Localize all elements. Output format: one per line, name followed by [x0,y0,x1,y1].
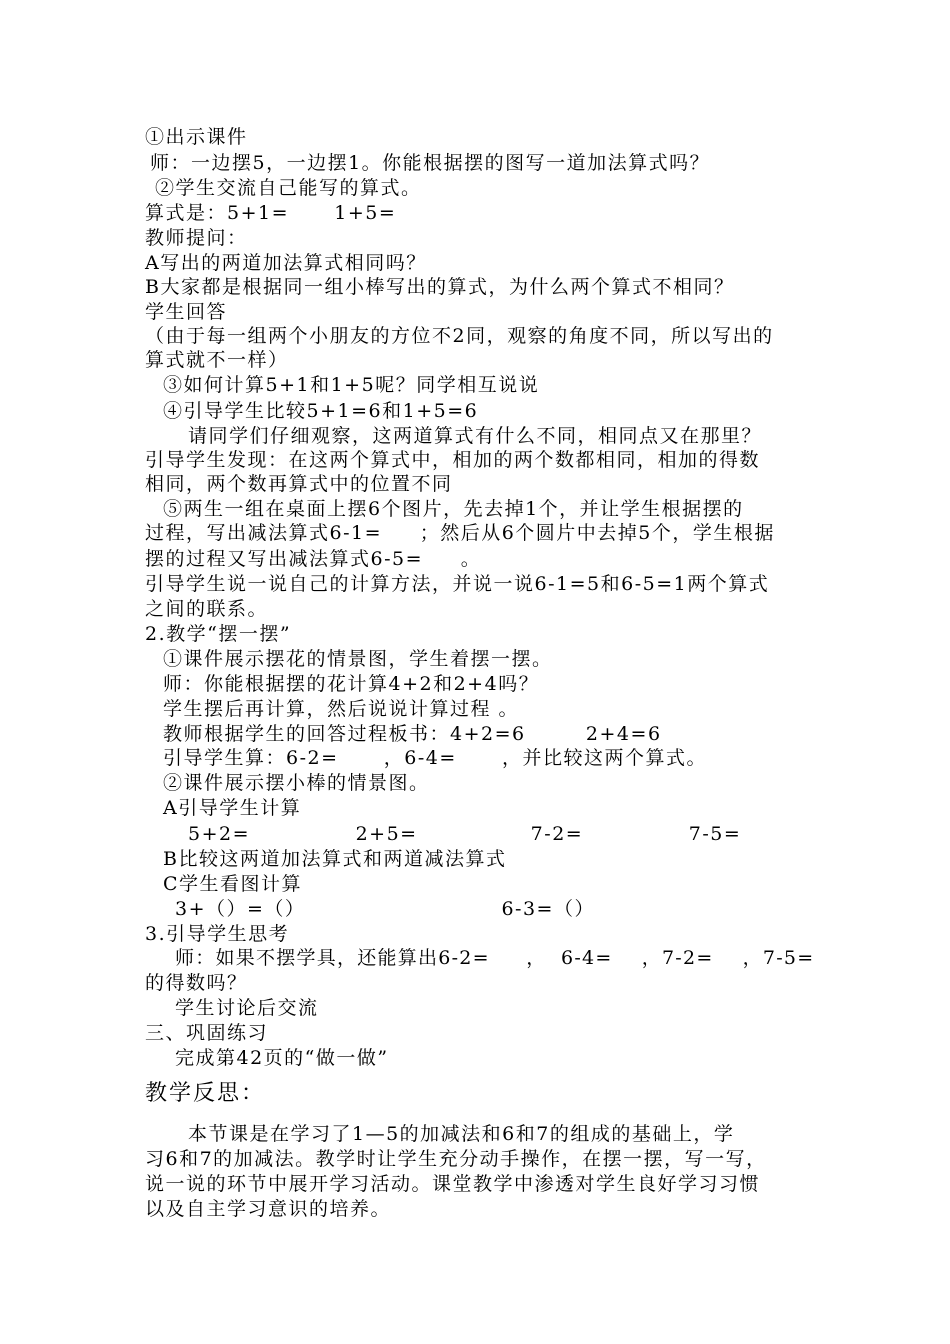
text-line: （由于每一组两个小朋友的方位不2同，观察的角度不同，所以写出的 [145,325,774,347]
text-line: 的得数吗？ [145,972,248,994]
text-line: ②学生交流自己能写的算式。 [155,177,422,199]
text-line: ③如何计算5+1和1+5呢？同学相互说说 [163,374,540,396]
reflection-heading: 教学反思： [145,1081,266,1106]
text-line: 引导学生算：6-2= ，6-4= ，并比较这两个算式。 [163,747,708,769]
text-line: 教师提问： [145,227,248,249]
text-line: 引导学生发现：在这两个算式中，相加的两个数都相同，相加的得数 [145,449,761,471]
reflection-line: 说一说的环节中展开学习活动。课堂教学中渗透对学生良好学习习惯 [145,1173,761,1195]
text-line: 请同学们仔细观察，这两道算式有什么不同，相同点又在那里？ [188,425,763,447]
text-line: 师：一边摆5，一边摆1。你能根据摆的图写一道加法算式吗？ [150,152,711,174]
text-line: 2.教学“摆一摆” [145,623,292,645]
text-line: 3.引导学生思考 [145,923,290,945]
text-line: ①出示课件 [145,126,248,148]
text-line: 相同，两个数再算式中的位置不同 [145,473,453,495]
text-line: 教师根据学生的回答过程板书：4+2=6 2+4=6 [163,723,662,745]
text-line: 学生讨论后交流 [175,997,319,1019]
text-line: 5+2= 2+5= 7-2= 7-5= [188,823,742,845]
text-line: 学生摆后再计算，然后说说计算过程 。 [163,698,520,720]
text-line: 师：你能根据摆的花计算4+2和2+4吗？ [163,673,540,695]
text-line: A写出的两道加法算式相同吗？ [145,252,427,274]
text-line: 完成第42页的“做一做” [175,1047,389,1069]
text-line: C学生看图计算 [163,873,303,895]
text-line: 摆的过程又写出减法算式6-5= 。 [145,548,482,570]
text-line: 学生回答 [145,301,228,323]
text-line: 引导学生说一说自己的计算方法，并说一说6-1=5和6-5=1两个算式 [145,573,770,595]
text-line: ⑤两生一组在桌面上摆6个图片，先去掉1个，并让学生根据摆的 [163,498,744,520]
text-line: 三、巩固练习 [145,1022,269,1044]
text-line: B比较这两道加法算式和两道减法算式 [163,848,507,870]
text-line: A引导学生计算 [163,797,302,819]
reflection-line: 以及自主学习意识的培养。 [145,1198,392,1220]
text-line: B大家都是根据同一组小棒写出的算式，为什么两个算式不相同？ [145,276,735,298]
text-line: 算式就不一样） [145,349,289,371]
reflection-line: 本节课是在学习了1—5的加减法和6和7的组成的基础上，学 [188,1123,735,1145]
text-line: ①课件展示摆花的情景图，学生着摆一摆。 [163,648,553,670]
text-line: 算式是：5+1= 1+5= [145,202,397,224]
text-line: 师：如果不摆学具，还能算出6-2= ， 6-4= ，7-2= ，7-5= [175,947,815,969]
text-line: 之间的联系。 [145,598,269,620]
text-line: ④引导学生比较5+1=6和1+5=6 [163,400,479,422]
text-line: 3+（）=（） 6-3=（） [175,898,595,920]
text-line: 过程，写出减法算式6-1= ；然后从6个圆片中去掉5个，学生根据 [145,522,775,544]
text-line: ②课件展示摆小棒的情景图。 [163,772,430,794]
reflection-line: 习6和7的加减法。教学时让学生充分动手操作，在摆一摆，写一写， [145,1148,767,1170]
